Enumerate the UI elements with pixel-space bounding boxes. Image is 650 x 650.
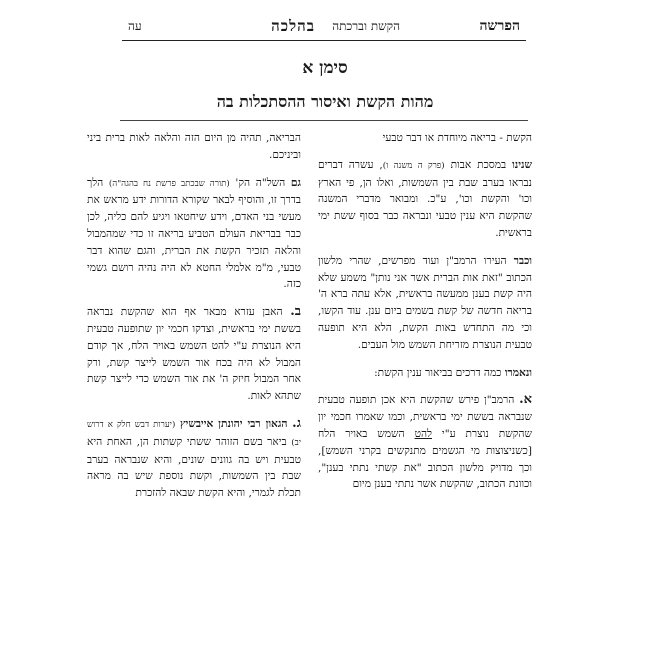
paragraph-text: , עשרה דברים נבראו בערב שבת בין השמשות, ואלו הן, פי הארץ וכו' והקשת וכו', ע"כ. ומבואר מדברי המשנה שהקשת היא ענין טבעי ונבראה כבר בסוף ששת ימי בראשית.: [318, 158, 532, 239]
paragraph-text: במסכת אבות: [450, 158, 507, 171]
header-parsha: הפרשה: [479, 18, 520, 34]
section-letter: א.: [519, 392, 533, 408]
header-rule: [122, 40, 526, 41]
paragraph-vechvar: [318, 253, 532, 354]
paragraph-text: הרמב"ן פירש שהקשת היא אכן תופעה טבעית שנבראה בששת ימי בראשית, וכמו שאמרו חכמי יון שהקשת נוצרת ע"י: [318, 394, 532, 440]
lead-word: ונאמרו: [504, 366, 532, 379]
header-topic: הקשת וברכתה: [332, 19, 400, 33]
header-book-title: בהלכה: [271, 17, 315, 35]
source-citation: (יערות דבש חלק א דרוש יב): [87, 419, 301, 448]
paragraph-shaninu: [318, 157, 532, 242]
right-column: [318, 130, 532, 504]
paragraph-bet: [87, 304, 301, 405]
running-header: [128, 16, 520, 36]
paragraph-gam: [87, 175, 301, 294]
paragraph-text: השל"ה הק': [235, 176, 286, 189]
title-rule: [120, 120, 528, 121]
author-name: הגאון רבי יהונתן אייבשיץ: [180, 417, 288, 430]
paragraph-veneemru: [318, 365, 532, 382]
paragraph-text: האבן עזרא מבאר אף הוא שהקשת נבראה בששת ימי בראשית, וצדקו חכמי יון שתופעה טבעית היא הנוצרת ע"י להט השמש באויר הלח, אך קודם המבול לא היה בכח אור השמש לייצר קשת, ורק אחר המבול חיזק ה' את אור השמש כדי לייצר קשת שתהא לאות.: [87, 306, 301, 403]
lead-word: גם: [290, 176, 302, 189]
paragraph-text: ביאר בשם הזוהר ששתי קשתות הן, האחת היא טבעית ויש בה גוונים שונים, והיא שנבראה בערב שבת בין השמשות, וקשת נוספת שיש בה מראה תכלת לגמרי, והיא הקשת שבאה להזכרת: [87, 435, 301, 500]
left-column: [87, 130, 301, 513]
source-citation: (תורה שבכתב פרשת נח בהגה"ה): [108, 178, 230, 189]
paragraph-text: כמה דרכים בביאור ענין הקשת:: [374, 366, 502, 379]
section-heading: הקשת - בריאה מיוחדת או דבר טבעי: [382, 132, 532, 144]
lead-word: שנינו: [512, 158, 532, 171]
paragraph-text: העירו הרמב"ן ועוד מפרשים, שהרי מלשון הכתוב "זאת אות הברית אשר אני נותן" משמע שלא היה קשת בענן ממעשה בראשית, אלא עתה ברא ה' בריאה חדשה של קשת בשמים ביום ענן. עוד הקשו, וכי מה התחדש באות הקשת, הלא היא תופעה טבעית הנוצרת מזריחת השמש מול העבים.: [318, 254, 532, 351]
section-letter: ג.: [292, 415, 301, 431]
lead-word: וכבר: [513, 254, 532, 267]
paragraph-gimel: [87, 416, 301, 502]
paragraph-text: השמש באויר הלח [כשניצוצות מי הגשמים מתנקשים בקרני השמש], וכך מדויק מלשון הכתוב "את קשתי נתתי בענן", וכוונת הכתוב, שהקשת אשר נתתי בענן מיום: [318, 427, 532, 491]
section-letter: ב.: [290, 304, 301, 320]
source-citation: (פרק ה משנה ו): [382, 160, 445, 171]
paragraph-alef: [318, 392, 532, 493]
paragraph-text: הלך בדרך זו, והוסיף לבאר שקורא הדורות ידע מראש את מעשי בני האדם, וידע שיחטאו ויגיע להם כליה, לכן כבר בבריאת העולם הטביע בריאה זו כדי שמהמבול והלאה תזכיר הקשת את הברית, והגם שהוא דבר טבעי, מ"מ אלמלי החטא לא היה נהיה רושם גשמי כזה.: [87, 176, 301, 291]
chapter-title: מהות הקשת ואיסור ההסתכלות בה: [216, 92, 434, 111]
paragraph-continuation: הבריאה, תהיה מן היום הזה והלאה לאות ברית ביני וביניכם.: [87, 132, 301, 161]
underlined-word: להט: [414, 427, 433, 440]
header-page-number: עה: [128, 19, 142, 33]
siman-heading: סימן א: [302, 58, 348, 78]
